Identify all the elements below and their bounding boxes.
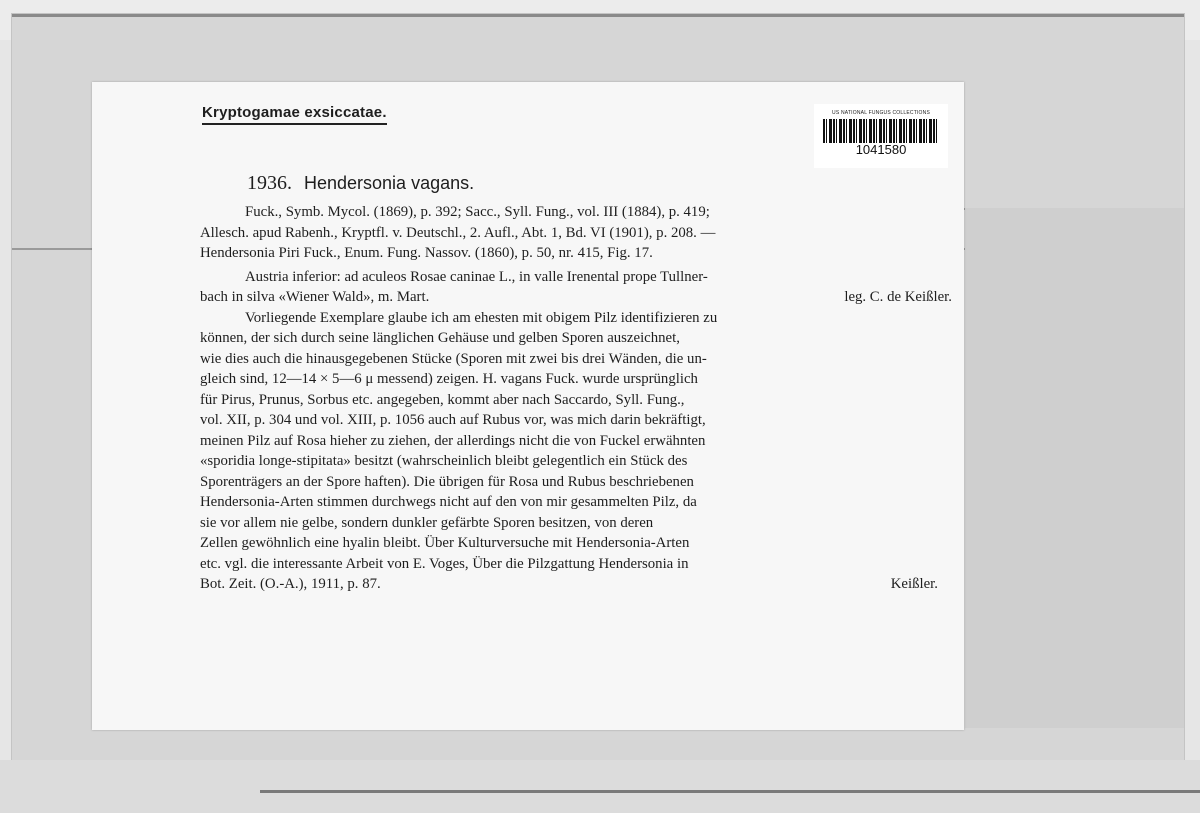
collector: leg. C. de Keißler. [844, 289, 952, 305]
species-title [247, 172, 474, 195]
locality-line: bach in silva «Wiener Wald», m. Mart. [200, 289, 430, 305]
discussion-line: «sporidia longe-stipitata» besitzt (wahrscheinlich bleibt gelegentlich ein Stück des [200, 453, 688, 469]
packet-right-panel [965, 208, 1184, 728]
discussion-line: etc. vgl. die interessante Arbeit von E. Voges, Über die Pilzgattung Hendersonia in [200, 555, 689, 572]
discussion-line: Zellen gewöhnlich eine hyalin bleibt. Über Kulturversuche mit Hendersonia-Arten [200, 535, 690, 551]
barcode-number: 1041580 [855, 142, 907, 157]
second-packet-edge [260, 790, 1200, 793]
discussion-line: wie dies auch die hinausgegebenen Stücke (Sporen mit zwei bis drei Wänden, die un- [200, 350, 707, 367]
exsiccata-number: 1936. [247, 172, 292, 194]
citation-line: Fuck., Symb. Mycol. (1869), p. 392; Sacc., Syll. Fung., vol. III (1884), p. 419; [245, 204, 710, 220]
locality-collector-line [200, 287, 952, 308]
barcode-bars [823, 119, 939, 143]
discussion-line: gleich sind, 12—14 × 5—6 μ messend) zeigen. H. vagans Fuck. wurde ursprünglich [200, 371, 698, 387]
barcode-institution: US NATIONAL FUNGUS COLLECTIONS [832, 110, 930, 116]
barcode-label [814, 104, 948, 168]
specimen-label [92, 82, 964, 730]
discussion-line: meinen Pilz auf Rosa hieher zu ziehen, der allerdings nicht die von Fuckel erwähnten [200, 432, 706, 449]
species-name: Hendersonia vagans. [304, 173, 475, 193]
discussion-line: Hendersonia-Arten stimmen durchwegs nicht auf den von mir gesammelten Pilz, da [200, 494, 697, 510]
locality-line: Austria inferior: ad aculeos Rosae caninae L., in valle Irenental prope Tullner- [245, 268, 708, 285]
label-body [200, 202, 952, 595]
signature: Keißler. [890, 576, 938, 592]
citation-line: Allesch. apud Rabenh., Kryptfl. v. Deutschl., 2. Aufl., Abt. 1, Bd. VI (1901), p. 208. — [200, 224, 716, 241]
final-line [200, 574, 952, 595]
discussion-line: für Pirus, Prunus, Sorbus etc. angegeben, kommt aber nach Saccardo, Syll. Fung., [200, 391, 685, 408]
series-title: Kryptogamae exsiccatae. [202, 104, 387, 125]
discussion-line: Sporenträgers an der Spore haften). Die übrigen für Rosa und Rubus beschriebenen [200, 473, 694, 490]
discussion-line: vol. XII, p. 304 und vol. XIII, p. 1056 auch auf Rubus vor, was mich darin bekräftigt, [200, 412, 706, 428]
citation-line: Hendersonia Piri Fuck., Enum. Fung. Nassov. (1860), p. 50, nr. 415, Fig. 17. [200, 245, 653, 261]
discussion-line: Vorliegende Exemplare glaube ich am ehesten mit obigem Pilz identifizieren zu [245, 309, 718, 326]
reference-line: Bot. Zeit. (O.-A.), 1911, p. 87. [200, 576, 381, 592]
discussion-line: können, der sich durch seine länglichen Gehäuse und gelben Sporen auszeichnet, [200, 330, 680, 346]
discussion-line: sie vor allem nie gelbe, sondern dunkler gefärbte Sporen besitzen, von deren [200, 514, 654, 531]
background-bottom [0, 760, 1200, 813]
